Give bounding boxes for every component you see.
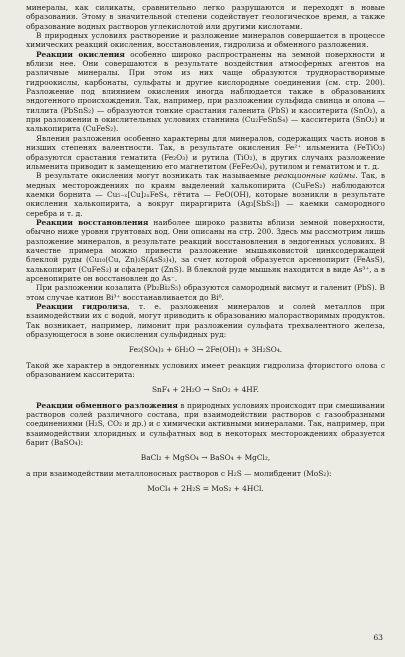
paragraph-text: Явления разложения особенно характерны для минералов, содержащих часть ионов в низших степенях валентности. Так, в результате окисления Fe²⁺ ильменита (FeTiO₃) образуются срастания гематита (Fe₂O₃) и рутила (TiO₂), в других случаях разложение ильменита приводит к замещению его магнетитом (FeFe₂O₄), рутилом и гематитом и т. д. bbox=[26, 133, 385, 171]
paragraph bbox=[26, 218, 385, 283]
paragraph bbox=[26, 401, 385, 448]
paragraph bbox=[26, 469, 385, 478]
paragraph bbox=[26, 171, 385, 218]
paragraph-text: в природных условиях происходят при смешивании растворов солей различного состава, при взаимодействии растворов с газообразными соединениями (H₂S, CO₂ и др.) и с химически активными минералами. Так, например, при взаимодействии хлоридных и сульфатных вод в некоторых месторождениях образуется барит (BaSO₄): bbox=[26, 400, 385, 448]
section-lead-term: Реакции восстановления bbox=[36, 217, 149, 227]
chemical-equation: Fe₂(SO₄)₃ + 6H₂O → 2Fe(OH)₃ + 3H₂SO₄. bbox=[128, 345, 283, 355]
paragraph bbox=[26, 3, 385, 31]
paragraph bbox=[26, 134, 385, 171]
paragraph-text: В результате окисления могут возникать так называемые bbox=[36, 171, 274, 181]
paragraph-text: . Так, в медных месторождениях по краям выделений халькопирита (CuFeS₂) наблюдаются каемки борнита — Cu₅₋ₓ[Cu]₂ₓFeS₄, гётита — FeO(OH), которые возникли в результате окисления халькопирита, а вокруг пираргирита (Ag₃[SbS₃]) — каемки самородного серебра и т. д. bbox=[26, 171, 385, 218]
paragraph-text: При разложении козалита (Pb₂Bi₂S₅) образуются самородный висмут и галенит (PbS). В этом случае катион Bi³⁺ восстанавливается до Bi⁰. bbox=[26, 283, 385, 302]
paragraph-text: особенно широко распространены на земной поверхности и вблизи нее. Они совершаются в результате воздействия атмосферных агентов на различные минералы. При этом из них чаще образуются труднорастворимые гидроокислы, карбонаты, сульфаты и другие кислородные соединения (см. стр. 200). Разложение под влиянием окисления иногда наблюдается также в образованиях эндогенного происхождения. Так, например, при разложении сульфида свинца и олова — тиллита (PbSnS₂) — образуются тонкие срастания галенита (PbS) и касситерита (SnO₂), а при разложении в окислительных условиях станнина (Cu₂FeSnS₄) — касситерита (SnO₂) и халькопирита (CuFeS₂). bbox=[26, 49, 385, 134]
page-number: 63 bbox=[373, 633, 383, 642]
paragraph bbox=[26, 302, 385, 339]
section-lead-term: Реакции окисления bbox=[36, 49, 125, 59]
chemical-equation: MoCl₄ + 2H₂S = MoS₂ + 4HCl. bbox=[147, 484, 264, 494]
text-flow bbox=[26, 3, 385, 494]
paragraph bbox=[26, 50, 385, 134]
paragraph bbox=[26, 31, 385, 50]
paragraph-text: наиболее широко развиты вблизи земной поверхности, обычно ниже уровня грунтовых вод. Они описаны на стр. 200. Здесь мы рассмотрим лишь разложение минералов, в результате реакций восстановления в эндогенных условиях. В качестве примера можно привести разложение мышьяковистой цинксодержащей блеклой руды (Cu₁₀(Cu, Zn)₂S(AsS₃)₄), за счет которой образуется арсенопирит (FeAsS), халькопирит (CuFeS₂) и сфалерит (ZnS). В блеклой руде мышьяк находится в виде As³⁺, а в арсенопирите он восстановлен до As⁻. bbox=[26, 217, 385, 283]
paragraph-text: , т. е. разложения минералов и солей металлов при взаимодействии их с водой, могут приводить к образованию малорастворимых продуктов. Так возникает, например, лимонит при разложении сульфата трехвалентного железа, образующегося в зоне окисления сульфидных руд: bbox=[26, 302, 385, 340]
section-lead-term: Реакции гидролиза bbox=[36, 302, 128, 311]
paragraph bbox=[26, 283, 385, 302]
emphasized-term: реакционные каймы bbox=[273, 171, 356, 181]
chemical-equation: BaCl₂ + MgSO₄ → BaSO₄ + MgCl₂, bbox=[140, 453, 271, 463]
chemical-equation: SnF₄ + 2H₂O → SnO₂ + 4HF. bbox=[151, 385, 260, 395]
section-lead-term: Реакции обменного разложения bbox=[36, 400, 178, 410]
paragraph-text: а при взаимодействии металлоносных растворов с H₂S — молибденит (MoS₂): bbox=[26, 468, 332, 478]
paragraph-text: минералы, как силикаты, сравнительно легко разрушаются и переходят в новые образования. Этому в значительной степени содействует геологическое время, а также образование водных растворов углекислотой или другими кислотами. bbox=[26, 3, 385, 31]
paragraph-text: В природных условиях растворение и разложение минералов совершается в процессе химических реакций окисления, восстановления, гидролиза и обменного разложения. bbox=[26, 31, 385, 50]
paragraph bbox=[26, 361, 385, 380]
paragraph-text: Такой же характер в эндогенных условиях имеет реакция гидролиза фтористого олова с образованием касситерита: bbox=[26, 360, 385, 380]
